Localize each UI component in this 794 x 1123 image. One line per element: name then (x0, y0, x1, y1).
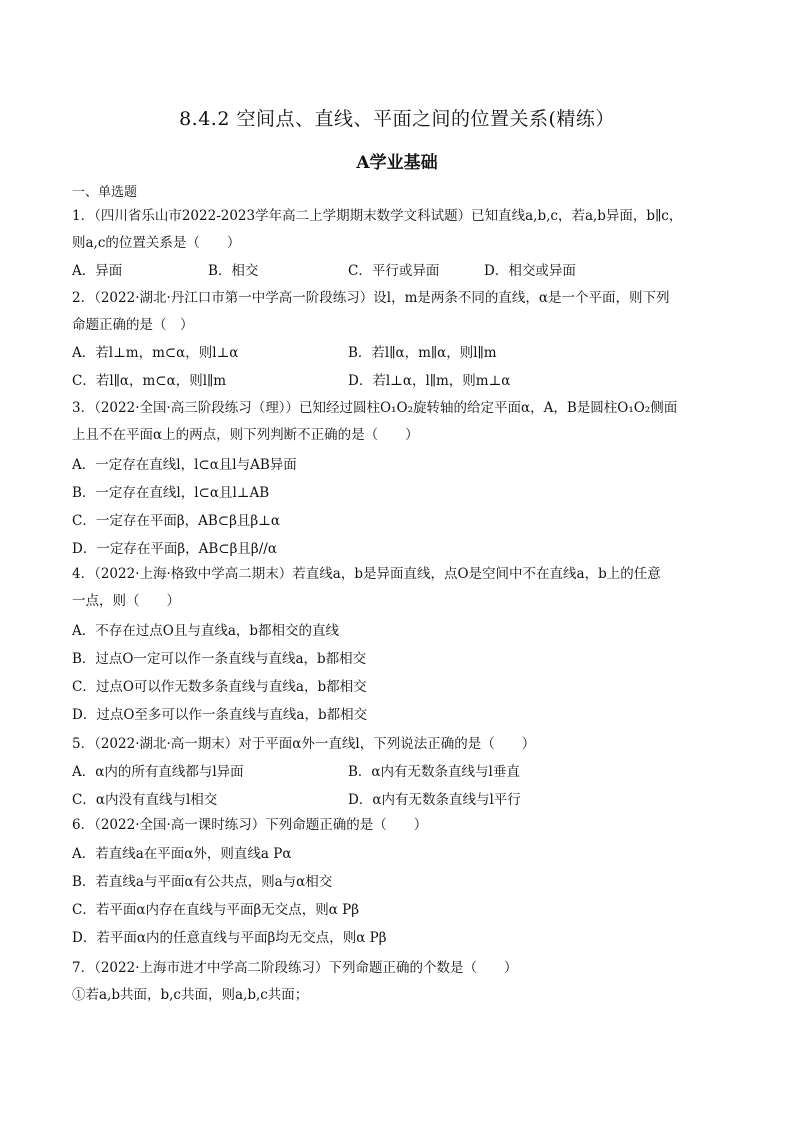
option-b: B．若l∥α，m∥α，则l∥m (348, 345, 497, 361)
question-6-options (72, 840, 732, 952)
option-b: B．若直线a与平面α有公共点，则a与α相交 (72, 874, 333, 890)
question-3-options (72, 451, 732, 563)
question-4-options (72, 617, 732, 729)
option-b: B．过点O一定可以作一条直线与直线a，b都相交 (72, 651, 367, 667)
option-b: B．相交 (208, 263, 259, 279)
option-b: B．一定存在直线l，l⊂α且l⊥AB (72, 485, 270, 501)
option-d: D．相交或异面 (484, 263, 576, 279)
question-6-stem (72, 812, 732, 839)
option-b: B．α内有无数条直线与l垂直 (348, 764, 520, 780)
option-c: C．一定存在平面β，AB⊂β且β⊥α (72, 513, 281, 529)
option-c: C．若平面α内存在直线与平面β无交点，则α Pβ (72, 902, 360, 918)
options-row (72, 339, 732, 367)
section-heading: 一、单选题 (72, 185, 138, 200)
options-row (72, 786, 732, 814)
stem-line: 上且不在平面α上的两点，则下列判断不正确的是（ ） (72, 427, 419, 443)
option-d: D．若平面α内的任意直线与平面β均无交点，则α Pβ (72, 930, 387, 946)
option-c: C．过点O可以作无数多条直线与直线a，b都相交 (72, 679, 367, 695)
stem-line: 5．（2022·湖北·高一期末）对于平面α外一直线l，下列说法正确的是（ ） (72, 736, 536, 752)
question-2-stem (72, 285, 732, 339)
stem-line: 3．（2022·全国·高三阶段练习（理））已知经过圆柱O₁O₂旋转轴的给定平面α，A，B是圆柱O₁O₂侧面 (72, 400, 678, 416)
stem-line: 4．（2022·上海·格致中学高二期末）若直线a，b是异面直线，点O是空间中不在直线a，b上的任意 (72, 566, 661, 582)
question-4-stem (72, 561, 732, 615)
options-row (72, 367, 732, 395)
option-a: A．异面 (72, 263, 123, 279)
option-a: A．α内的所有直线都与l异面 (72, 764, 244, 780)
stem-line: 命题正确的是（ ） (72, 317, 194, 333)
question-7-stem (72, 955, 732, 1009)
stem-line: 6．（2022·全国·高一课时练习）下列命题正确的是（ ） (72, 817, 428, 833)
option-a: A．若l⊥m，m⊂α，则l⊥α (72, 345, 239, 361)
option-d: D．α内有无数条直线与l平行 (348, 792, 521, 808)
option-c: C．α内没有直线与l相交 (72, 792, 218, 808)
stem-line: 一点，则（ ） (72, 593, 180, 609)
stem-line: ①若a,b共面，b,c共面，则a,b,c共面； (72, 987, 309, 1003)
question-5-stem (72, 731, 732, 758)
option-a: A．一定存在直线l，l⊂α且l与AB异面 (72, 457, 297, 473)
question-5-options (72, 758, 732, 814)
stem-line: 1．（四川省乐山市2022-2023学年高二上学期期末数学文科试题）已知直线a,b,c，若a,b异面，b∥c， (72, 208, 683, 224)
option-a: A．若直线a在平面α外，则直线a Pα (72, 846, 292, 862)
page-subtitle: A学业基础 (356, 153, 438, 173)
page-title: 8.4.2 空间点、直线、平面之间的位置关系(精练） (179, 108, 615, 130)
stem-line: 7．（2022·上海市进才中学高二阶段练习）下列命题正确的个数是（ ） (72, 960, 518, 976)
option-a: A．不存在过点O且与直线a，b都相交的直线 (72, 623, 340, 639)
question-3-stem (72, 395, 732, 449)
option-c: C．若l∥α，m⊂α，则l∥m (72, 373, 227, 389)
stem-line: 2．（2022·湖北·丹江口市第一中学高一阶段练习）设l，m是两条不同的直线，α是一个平面，则下列 (72, 290, 670, 306)
question-2-options (72, 339, 732, 395)
option-d: D．一定存在平面β，AB⊂β且β//α (72, 541, 277, 557)
option-d: D．若l⊥α，l∥m，则m⊥α (348, 373, 511, 389)
option-c: C．平行或异面 (348, 263, 440, 279)
question-1-stem (72, 203, 732, 257)
options-row (72, 257, 732, 285)
options-row (72, 758, 732, 786)
option-d: D．过点O至多可以作一条直线与直线a，b都相交 (72, 707, 368, 723)
question-1-options (72, 257, 732, 285)
stem-line: 则a,c的位置关系是（ ） (72, 235, 241, 251)
